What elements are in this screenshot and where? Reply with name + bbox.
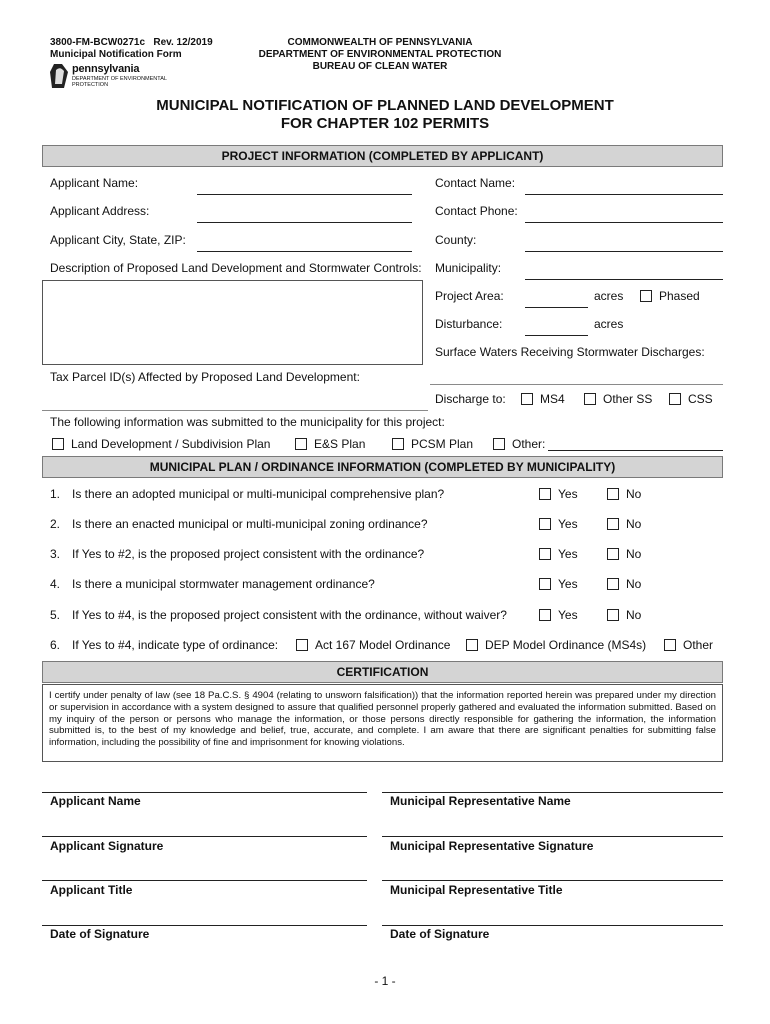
land-dev-checkbox[interactable]: [52, 438, 64, 450]
other-plan-checkbox[interactable]: [493, 438, 505, 450]
contact-name-field[interactable]: [525, 194, 723, 195]
agency-block: [250, 37, 510, 73]
phased-label: Phased: [659, 289, 700, 303]
q6-other-label: Other: [683, 638, 714, 652]
disturbance-unit: acres: [594, 317, 624, 331]
muni-name-sig-label: Municipal Representative Name: [390, 794, 571, 808]
applicant-name-label: Applicant Name:: [50, 176, 139, 190]
ms4-label: MS4: [540, 392, 565, 406]
dep-model-checkbox[interactable]: [466, 639, 478, 651]
county-field[interactable]: [525, 251, 723, 252]
q1-yes-checkbox[interactable]: [539, 488, 551, 500]
ms4-checkbox[interactable]: [521, 393, 533, 405]
q6-other-option[interactable]: [664, 638, 713, 652]
logo-subtitle: [72, 76, 167, 88]
q2-yes-checkbox[interactable]: [539, 518, 551, 530]
act167-label: Act 167 Model Ordinance: [315, 638, 451, 652]
muni-signature-label: Municipal Representative Signature: [390, 839, 594, 853]
q5-no-label: No: [626, 608, 642, 622]
q2-no-label: No: [626, 517, 642, 531]
county-label: County:: [435, 233, 477, 247]
description-textarea[interactable]: [42, 280, 423, 365]
agency-line-1: COMMONWEALTH OF PENNSYLVANIA: [287, 37, 473, 48]
q6-other-checkbox[interactable]: [664, 639, 676, 651]
applicant-name-sig-label: Applicant Name: [50, 794, 141, 808]
q6-act167-option[interactable]: [296, 638, 450, 652]
other-plan-option[interactable]: [493, 437, 545, 451]
applicant-city-label: Applicant City, State, ZIP:: [50, 233, 186, 247]
applicant-address-label: Applicant Address:: [50, 204, 150, 218]
q1-yes-option[interactable]: [539, 487, 578, 501]
q1-no-label: No: [626, 487, 642, 501]
description-label: Description of Proposed Land Development and Stormwater Controls:: [50, 261, 422, 275]
discharge-other-ss-option[interactable]: [584, 392, 652, 406]
applicant-signature-line[interactable]: [42, 836, 367, 837]
certification-text: I certify under penalty of law (see 18 Pa.C.S. § 4904 (relating to unsworn falsification)) that the information reported herein was prepared under my direction or supervision in accordance with a system designed to assure that qualified personnel properly gathered and evaluated the information submitted. Based on my inquiry of the person or persons who manage the information, or those persons directly responsible for gathering the information, the information submitted is, to the best of my knowledge and belief, true, accurate, and complete. I am aware that there are significant penalties for submitting false information, including the possibility of fine and imprisonment for knowing violations.: [42, 684, 723, 762]
q4-no-option[interactable]: [607, 577, 641, 591]
question-1-number: 1.: [50, 487, 61, 501]
question-1-text: Is there an adopted municipal or multi-municipal comprehensive plan?: [72, 487, 445, 501]
keystone-icon: [50, 62, 70, 90]
tax-parcel-field[interactable]: [42, 410, 428, 411]
agency-line-2: DEPARTMENT OF ENVIRONMENTAL PROTECTION: [258, 49, 502, 60]
question-3-text: If Yes to #2, is the proposed project consistent with the ordinance?: [72, 547, 425, 561]
muni-date-label: Date of Signature: [390, 927, 490, 941]
applicant-date-line[interactable]: [42, 925, 367, 926]
contact-name-label: Contact Name:: [435, 176, 516, 190]
disturbance-label: Disturbance:: [435, 317, 503, 331]
applicant-date-label: Date of Signature: [50, 927, 150, 941]
q4-yes-checkbox[interactable]: [539, 578, 551, 590]
question-5-number: 5.: [50, 608, 61, 622]
muni-signature-line[interactable]: [382, 836, 723, 837]
land-dev-label: Land Development / Subdivision Plan: [71, 437, 271, 451]
project-area-field[interactable]: [525, 307, 588, 308]
disturbance-field[interactable]: [525, 335, 588, 336]
muni-date-line[interactable]: [382, 925, 723, 926]
question-2-text: Is there an enacted municipal or multi-municipal zoning ordinance?: [72, 517, 428, 531]
page-number: - 1 -: [374, 974, 396, 988]
q1-yes-label: Yes: [558, 487, 578, 501]
muni-title-label: Municipal Representative Title: [390, 883, 563, 897]
pcsm-plan-checkbox[interactable]: [392, 438, 404, 450]
question-6-number: 6.: [50, 638, 61, 652]
q3-no-checkbox[interactable]: [607, 548, 619, 560]
muni-name-line[interactable]: [382, 792, 723, 793]
q5-yes-label: Yes: [558, 608, 578, 622]
css-label: CSS: [688, 392, 713, 406]
q4-yes-label: Yes: [558, 577, 578, 591]
question-4-text: Is there a municipal stormwater management ordinance?: [72, 577, 375, 591]
applicant-name-field[interactable]: [197, 194, 412, 195]
q5-no-checkbox[interactable]: [607, 609, 619, 621]
discharge-to-label: Discharge to:: [435, 392, 506, 406]
q3-yes-label: Yes: [558, 547, 578, 561]
q1-no-checkbox[interactable]: [607, 488, 619, 500]
es-plan-checkbox[interactable]: [295, 438, 307, 450]
es-plan-option[interactable]: [295, 437, 365, 451]
certification-section-header: CERTIFICATION: [42, 661, 723, 683]
question-5-text: If Yes to #4, is the proposed project consistent with the ordinance, without waiver?: [72, 608, 507, 622]
discharge-ms4-option[interactable]: [521, 392, 565, 406]
form-name: Municipal Notification Form: [50, 49, 182, 60]
form-number: 3800-FM-BCW0271c Rev. 12/2019: [50, 37, 213, 48]
q3-no-label: No: [626, 547, 642, 561]
agency-line-3: BUREAU OF CLEAN WATER: [312, 61, 448, 72]
applicant-title-line[interactable]: [42, 880, 367, 881]
question-6-text: If Yes to #4, indicate type of ordinance:: [72, 638, 279, 652]
applicant-title-label: Applicant Title: [50, 883, 133, 897]
page-title: [40, 97, 730, 133]
municipal-section-header: MUNICIPAL PLAN / ORDINANCE INFORMATION (COMPLETED BY MUNICIPALITY): [42, 456, 723, 478]
other-ss-checkbox[interactable]: [584, 393, 596, 405]
q2-yes-option[interactable]: [539, 517, 578, 531]
q6-dep-model-option[interactable]: [466, 638, 646, 652]
q3-yes-option[interactable]: [539, 547, 578, 561]
logo-wordmark: pennsylvania: [72, 63, 140, 75]
project-area-unit: acres: [594, 289, 624, 303]
other-plan-field[interactable]: [548, 450, 723, 451]
contact-phone-label: Contact Phone:: [435, 204, 518, 218]
q1-no-option[interactable]: [607, 487, 641, 501]
project-section-header: PROJECT INFORMATION (COMPLETED BY APPLICANT): [42, 145, 723, 167]
pcsm-plan-label: PCSM Plan: [411, 437, 474, 451]
q5-yes-option[interactable]: [539, 608, 578, 622]
land-dev-option[interactable]: [52, 437, 270, 451]
pa-dep-logo: [50, 62, 210, 92]
q4-yes-option[interactable]: [539, 577, 578, 591]
css-checkbox[interactable]: [669, 393, 681, 405]
question-4-number: 4.: [50, 577, 61, 591]
other-plan-label: Other:: [512, 437, 546, 451]
q3-yes-checkbox[interactable]: [539, 548, 551, 560]
applicant-name-line[interactable]: [42, 792, 367, 793]
municipality-field[interactable]: [525, 279, 723, 280]
dep-model-label: DEP Model Ordinance (MS4s): [485, 638, 647, 652]
q4-no-label: No: [626, 577, 642, 591]
muni-title-line[interactable]: [382, 880, 723, 881]
logo-subtitle-line-2: PROTECTION: [72, 82, 109, 88]
q2-no-checkbox[interactable]: [607, 518, 619, 530]
contact-phone-field[interactable]: [525, 222, 723, 223]
es-plan-label: E&S Plan: [314, 437, 366, 451]
applicant-address-field[interactable]: [197, 222, 412, 223]
applicant-signature-label: Applicant Signature: [50, 839, 164, 853]
question-3-number: 3.: [50, 547, 61, 561]
title-line-2: FOR CHAPTER 102 PERMITS: [280, 115, 490, 132]
project-area-label: Project Area:: [435, 289, 504, 303]
phased-option[interactable]: [640, 289, 700, 303]
discharge-css-option[interactable]: [669, 392, 713, 406]
applicant-city-field[interactable]: [197, 251, 412, 252]
municipality-label: Municipality:: [435, 261, 502, 275]
other-ss-label: Other SS: [603, 392, 653, 406]
question-2-number: 2.: [50, 517, 61, 531]
surface-waters-field[interactable]: [430, 384, 723, 385]
q2-no-option[interactable]: [607, 517, 641, 531]
title-line-1: MUNICIPAL NOTIFICATION OF PLANNED LAND DEVELOPMENT: [156, 97, 614, 114]
logo-subtitle-line-1: DEPARTMENT OF ENVIRONMENTAL: [72, 76, 167, 82]
q5-no-option[interactable]: [607, 608, 641, 622]
phased-checkbox[interactable]: [640, 290, 652, 302]
q5-yes-checkbox[interactable]: [539, 609, 551, 621]
tax-parcel-label: Tax Parcel ID(s) Affected by Proposed Land Development:: [50, 370, 360, 384]
q2-yes-label: Yes: [558, 517, 578, 531]
form-id-block: [50, 37, 213, 61]
q3-no-option[interactable]: [607, 547, 641, 561]
q4-no-checkbox[interactable]: [607, 578, 619, 590]
submitted-info-label: The following information was submitted to the municipality for this project:: [50, 415, 445, 429]
act167-checkbox[interactable]: [296, 639, 308, 651]
surface-waters-label: Surface Waters Receiving Stormwater Discharges:: [435, 345, 705, 359]
pcsm-plan-option[interactable]: [392, 437, 473, 451]
